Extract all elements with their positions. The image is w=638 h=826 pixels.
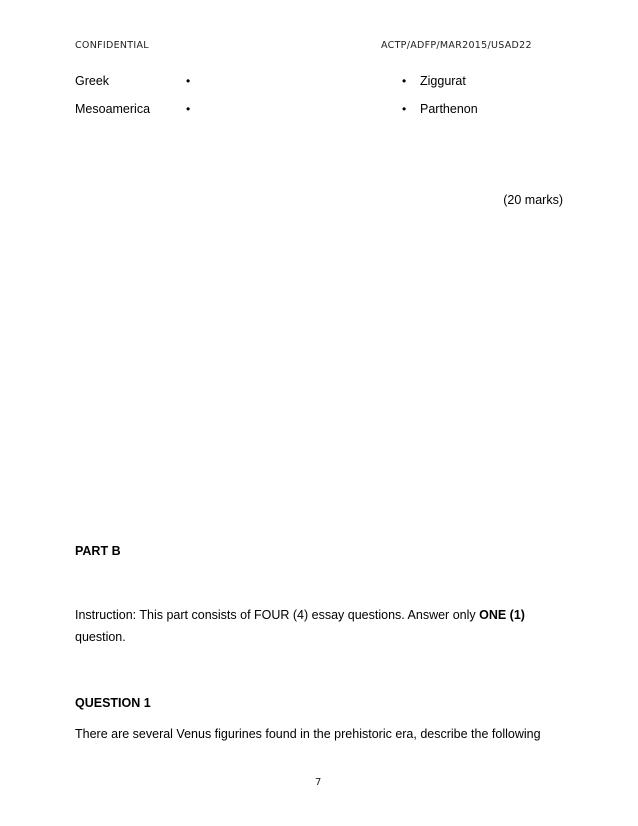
bullet: • [402, 74, 407, 88]
part-b-title: PART B [75, 544, 121, 558]
part-b-instruction [75, 608, 525, 622]
instruction-bold: ONE (1) [479, 608, 525, 622]
answer-parthenon: Parthenon [420, 102, 478, 116]
question-1-text: There are several Venus figurines found in the prehistoric era, describe the following [75, 727, 541, 741]
question-1-title: QUESTION 1 [75, 696, 151, 710]
marks-label: (20 marks) [503, 193, 563, 207]
bullet: • [186, 74, 191, 88]
bullet: • [402, 102, 407, 116]
instruction-text: Instruction: This part consists of FOUR (4) essay questions. Answer only [75, 608, 480, 622]
term-greek: Greek [75, 74, 110, 88]
page-number: 7 [315, 777, 322, 788]
answer-ziggurat: Ziggurat [420, 74, 466, 88]
header-left: CONFIDENTIAL [75, 40, 149, 51]
term-mesoamerica: Mesoamerica [75, 102, 151, 116]
bullet: • [186, 102, 191, 116]
instruction-continuation: question. [75, 630, 126, 644]
header-right: ACTP/ADFP/MAR2015/USAD22 [381, 40, 532, 51]
